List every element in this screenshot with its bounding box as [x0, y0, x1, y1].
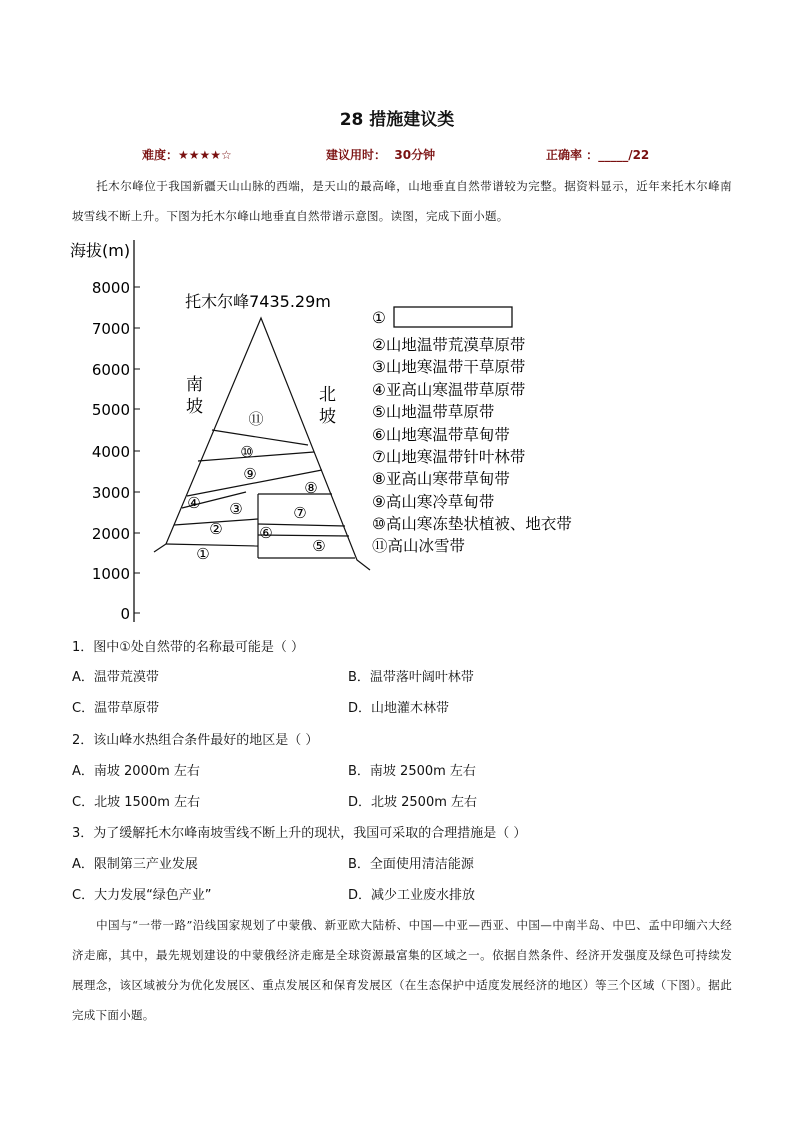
- zone-8-number: ⑧: [304, 479, 318, 497]
- closing-paragraph: [72, 910, 732, 1030]
- zone-11-number: ⑪: [248, 410, 264, 428]
- y-tick-7000: 7000: [91, 320, 130, 338]
- accuracy-label: 正确率 ：: [546, 148, 599, 162]
- legend-item-4: ④亚高山寒温带草原带: [372, 381, 526, 399]
- q1-option-a[interactable]: A．温带荒漠带: [72, 670, 159, 685]
- legend-item-1: ①: [372, 309, 386, 327]
- q1-option-c[interactable]: C．温带草原带: [72, 701, 160, 716]
- legend-item-6: ⑥山地寒温带草甸带: [372, 426, 510, 444]
- zone-numbers: [187, 410, 325, 563]
- difficulty-stars: ★★★★☆: [178, 148, 232, 162]
- closing-text: 中国与“一带一路”沿线国家规划了中蒙俄、新亚欧大陆桥、中国—中亚—西亚、中国—中南半岛、中巴、孟中印缅六大经济走廊，其中，最先规划建设的中蒙俄经济走廊是全球资源最富集的区域之一。依据自然条件、经济开发强度及绿色可持续发展理念，该区域被分为优化发展区、重点发展区和保育发展区（在生态保护中适度发展经济的地区）等三个区域（下图）。据此完成下面小题。: [72, 918, 732, 1022]
- north-slope-char1: 北: [319, 385, 336, 405]
- legend-item-9: ⑨高山寒冷草甸带: [372, 493, 495, 511]
- intro-text: 托木尔峰位于我国新疆天山山脉的西端，是天山的最高峰，山地垂直自然带谱较为完整。据资料显示，近年来托木尔峰南坡雪线不断上升。下图为托木尔峰山地垂直自然带谱示意图。读图，完成下面小题。: [72, 179, 732, 223]
- y-tick-8000: 8000: [91, 279, 130, 297]
- q3-option-a[interactable]: A．限制第三产业发展: [72, 857, 198, 872]
- q2-option-d[interactable]: D．北坡 2500m 左右: [348, 795, 478, 810]
- q1-option-d[interactable]: D．山地灌木林带: [348, 701, 450, 716]
- legend-item-2: ②山地温带荒漠草原带: [372, 336, 526, 354]
- legend-item-7: ⑦山地寒温带针叶林带: [372, 448, 526, 466]
- time-label: 建议用时：: [326, 148, 387, 162]
- legend-item-5: ⑤山地温带草原带: [372, 403, 495, 421]
- y-ticks: [134, 287, 140, 613]
- difficulty: [142, 146, 232, 163]
- zone-6-number: ⑥: [259, 524, 273, 542]
- legend-item-8: ⑧亚高山寒带草甸带: [372, 470, 510, 488]
- legend-blank-box: [394, 307, 512, 327]
- y-tick-2000: 2000: [91, 525, 130, 543]
- q3-option-b[interactable]: B．全面使用清洁能源: [348, 857, 474, 872]
- zone-2-number: ②: [209, 520, 223, 538]
- south-slope-char1: 南: [186, 375, 203, 395]
- page-title: 28 措施建议类: [339, 110, 455, 130]
- legend-item-11: ⑪高山冰雪带: [372, 537, 466, 555]
- accuracy: [546, 146, 649, 163]
- y-tick-4000: 4000: [91, 443, 130, 461]
- y-tick-5000: 5000: [91, 401, 130, 419]
- legend-item-3: ③山地寒温带干草原带: [372, 358, 526, 376]
- question-2-stem: 2．该山峰水热组合条件最好的地区是（ ）: [72, 733, 319, 748]
- zone-7-number: ⑦: [293, 504, 307, 522]
- legend: [372, 307, 572, 555]
- accuracy-blank[interactable]: _____: [598, 148, 629, 162]
- zone-3-number: ③: [229, 500, 243, 518]
- q2-option-c[interactable]: C．北坡 1500m 左右: [72, 795, 201, 810]
- intro-paragraph: [72, 171, 732, 231]
- south-slope-char2: 坡: [186, 397, 203, 417]
- difficulty-label: 难度：: [142, 148, 179, 162]
- y-tick-1000: 1000: [91, 565, 130, 583]
- zone-10-number: ⑩: [240, 443, 254, 461]
- accuracy-total: /22: [628, 148, 650, 162]
- q3-option-c[interactable]: C．大力发展“绿色产业”: [72, 888, 212, 903]
- y-tick-3000: 3000: [91, 484, 130, 502]
- q2-option-a[interactable]: A．南坡 2000m 左右: [72, 764, 200, 779]
- north-slope-char2: 坡: [319, 407, 336, 427]
- legend-item-10: ⑩高山寒冻垫状植被、地衣带: [372, 515, 572, 533]
- peak-label: 托木尔峰7435.29m: [185, 292, 331, 311]
- vertical-zonation-figure: [60, 230, 700, 630]
- q1-option-b[interactable]: B．温带落叶阔叶林带: [348, 670, 474, 685]
- y-axis-label: 海拔(m): [70, 241, 131, 260]
- meta-bar: [0, 146, 794, 164]
- time-value: 30分钟: [394, 148, 436, 162]
- zone-1-number: ①: [196, 545, 210, 563]
- y-tick-0: 0: [120, 605, 130, 623]
- q3-option-d[interactable]: D．减少工业废水排放: [348, 888, 476, 903]
- y-tick-6000: 6000: [91, 361, 130, 379]
- suggested-time: [326, 146, 435, 163]
- question-3-stem: 3．为了缓解托木尔峰南坡雪线不断上升的现状，我国可采取的合理措施是（ ）: [72, 826, 527, 841]
- q2-option-b[interactable]: B．南坡 2500m 左右: [348, 764, 476, 779]
- zone-5-number: ⑤: [312, 537, 326, 555]
- question-1-stem: 1．图中①处自然带的名称最可能是（ ）: [72, 640, 305, 655]
- zone-4-number: ④: [187, 494, 201, 512]
- zone-9-number: ⑨: [243, 465, 257, 483]
